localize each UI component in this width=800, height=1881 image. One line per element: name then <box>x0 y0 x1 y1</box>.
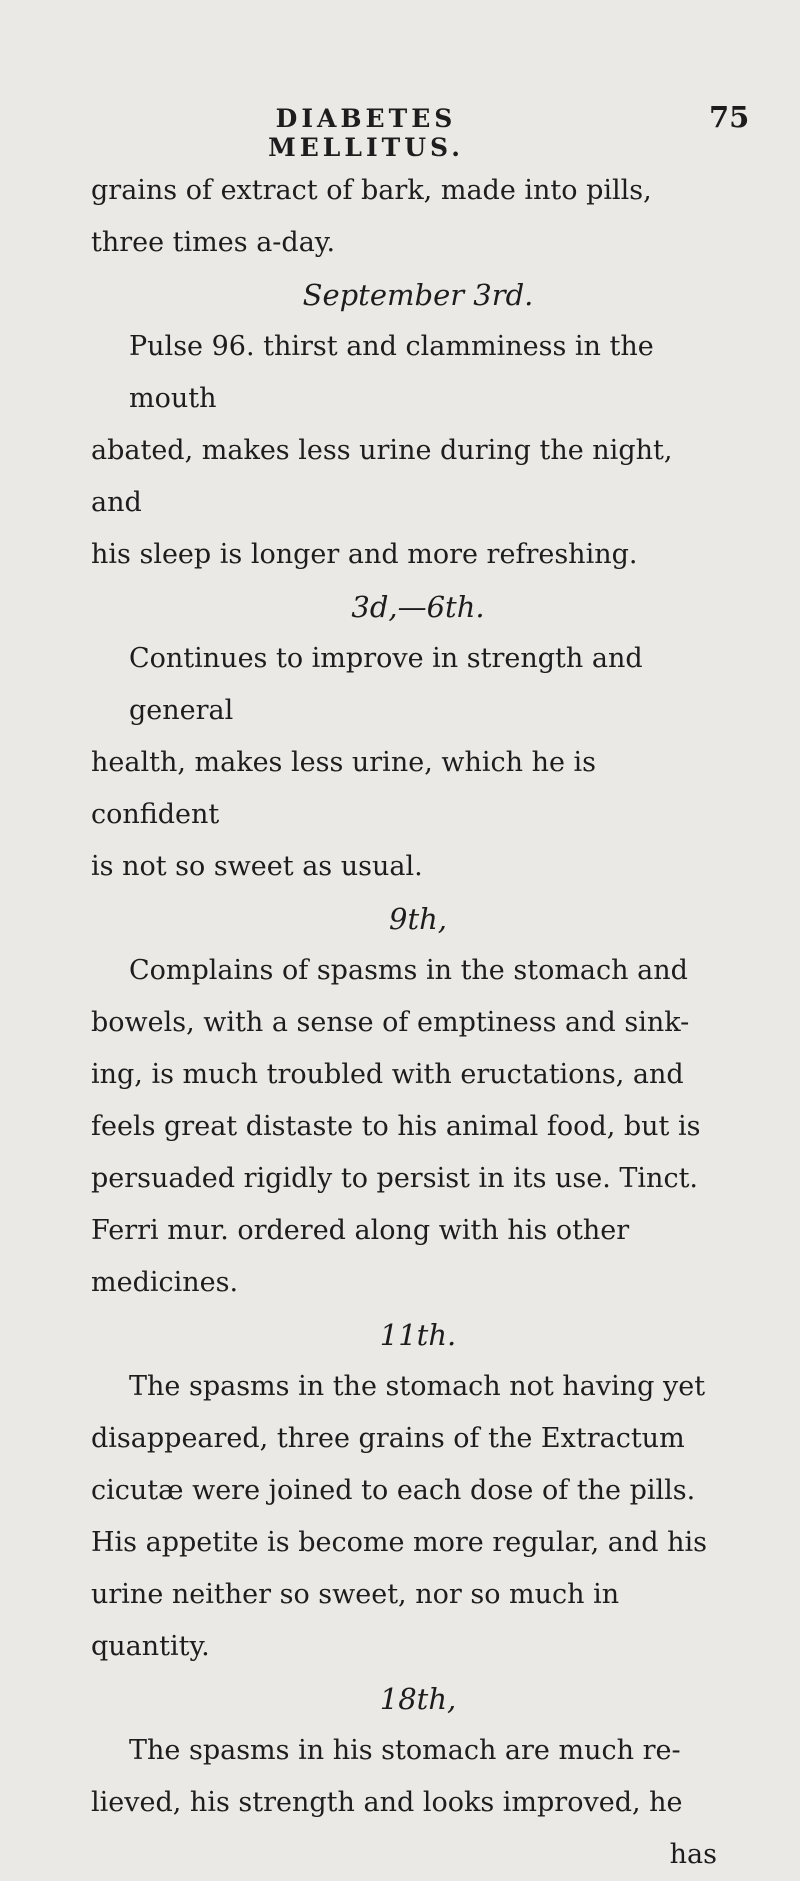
body-line: health, makes less urine, which he is confident <box>91 747 597 830</box>
body-line: Ferri mur. ordered along with his other <box>91 1215 630 1246</box>
entry-date: 3d,—6th. <box>351 590 485 624</box>
body-line: The spasms in the stomach not having yet <box>129 1371 706 1402</box>
body-line: lieved, his strength and looks improved, he <box>91 1787 683 1818</box>
continued-entry <box>91 165 717 269</box>
body-line: three times a-day. <box>91 227 336 258</box>
body-line: abated, makes less urine during the night, and <box>91 435 673 518</box>
page-body <box>91 165 717 1881</box>
entry-date: 18th, <box>379 1682 457 1716</box>
body-line: medicines. <box>91 1267 239 1298</box>
body-line: Complains of spasms in the stomach and <box>129 955 688 986</box>
running-title: DIABETES MELLITUS. <box>268 104 464 162</box>
diary-entry <box>91 1673 717 1881</box>
body-line: is not so sweet as usual. <box>91 851 423 882</box>
body-line: disappeared, three grains of the Extractum <box>91 1423 685 1454</box>
body-line: ing, is much troubled with eructations, and <box>91 1059 684 1090</box>
diary-entry <box>91 269 717 581</box>
body-line: feels great distaste to his animal food, but is <box>91 1111 701 1142</box>
diary-entry <box>91 893 717 1309</box>
body-line: persuaded rigidly to persist in its use. Tinct. <box>91 1163 698 1194</box>
diary-entry <box>91 581 717 893</box>
entry-date: 9th, <box>389 902 447 936</box>
catchword: has <box>669 1839 717 1870</box>
page-header <box>0 100 800 162</box>
entry-date: September 3rd. <box>302 278 534 312</box>
diary-entry <box>91 1309 717 1673</box>
body-line: Continues to improve in strength and general <box>129 643 643 726</box>
body-line: urine neither so sweet, nor so much in quantity. <box>91 1579 620 1662</box>
body-line: His appetite is become more regular, and his <box>91 1527 707 1558</box>
body-line: his sleep is longer and more refreshing. <box>91 539 638 570</box>
page-number: 75 <box>709 100 750 134</box>
entry-date: 11th. <box>379 1318 457 1352</box>
body-line: grains of extract of bark, made into pills, <box>91 175 652 206</box>
body-line: The spasms in his stomach are much re- <box>129 1735 681 1766</box>
body-line: bowels, with a sense of emptiness and sink- <box>91 1007 690 1038</box>
body-line: Pulse 96. thirst and clamminess in the mouth <box>129 331 654 414</box>
body-line: cicutæ were joined to each dose of the pills. <box>91 1475 696 1506</box>
